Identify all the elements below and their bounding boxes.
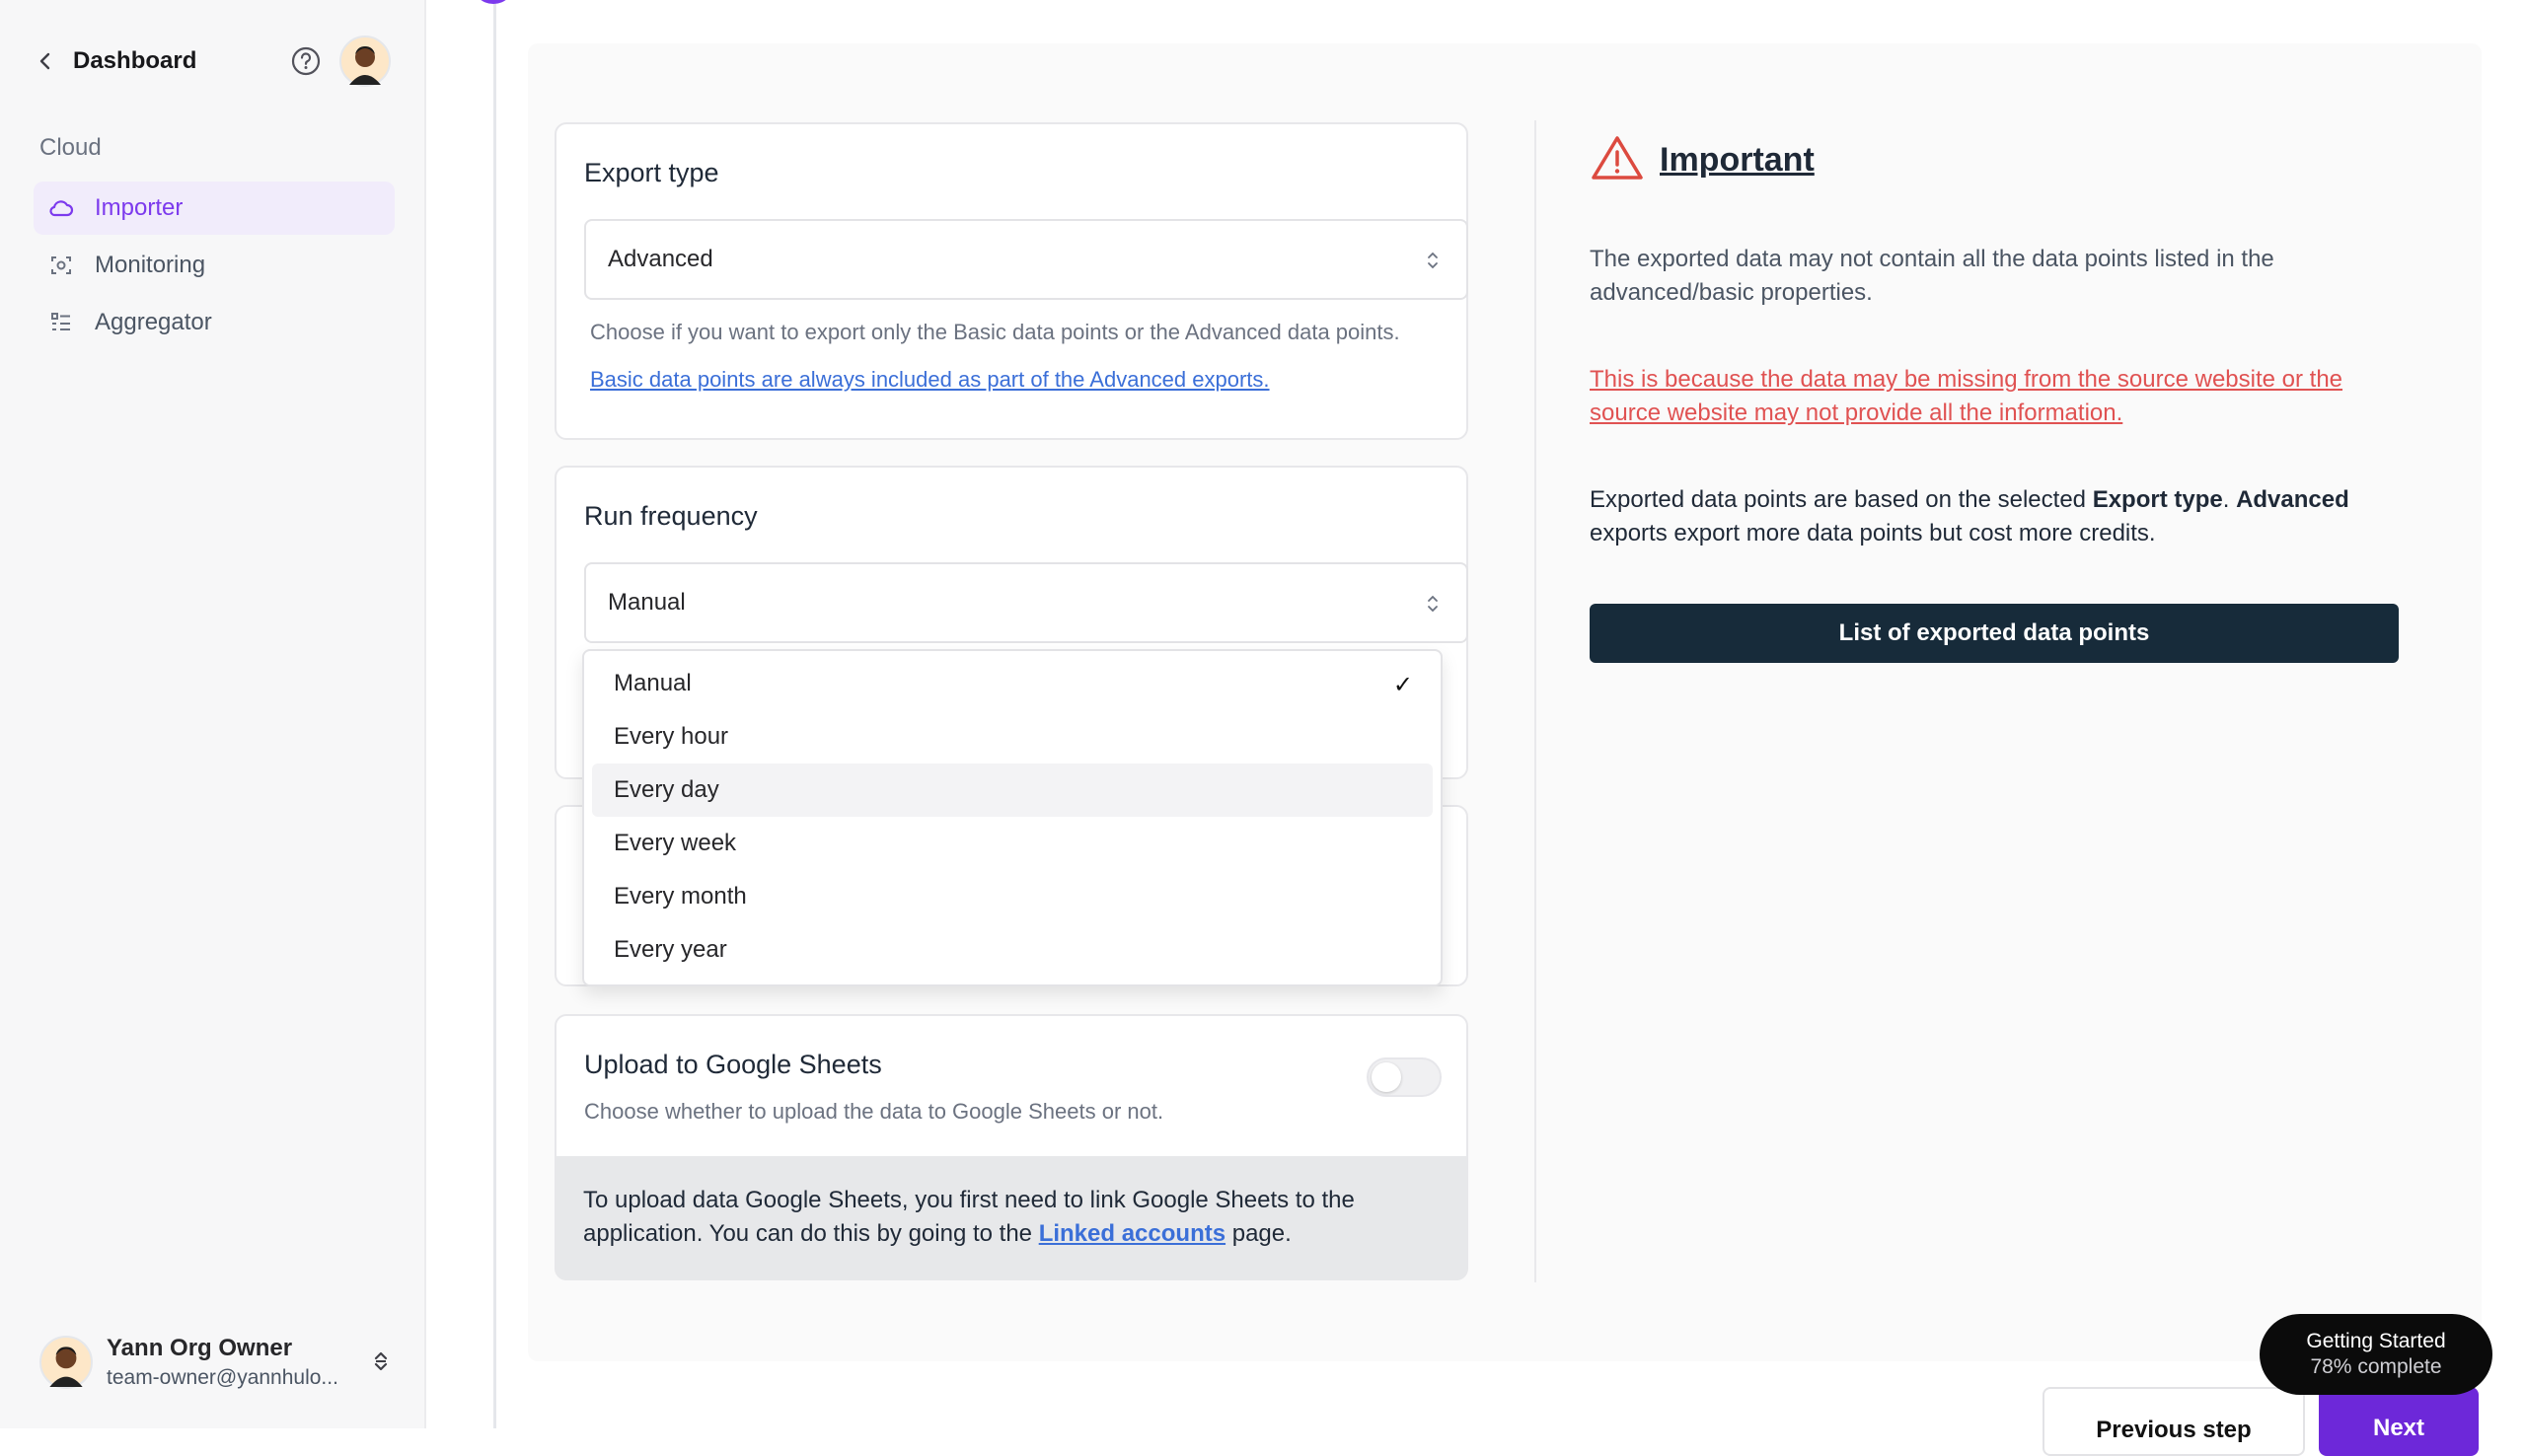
sidebar-item-label: Monitoring: [95, 252, 206, 278]
note-text: To upload data Google Sheets, you first need to link Google Sheets to the application. You can do this by going to the: [583, 1187, 1355, 1247]
chevron-up-down-icon: [1425, 249, 1441, 272]
warning-icon: [1591, 134, 1644, 186]
important-paragraph-1: The exported data may not contain all the data points listed in the advanced/basic properties.: [1590, 246, 2274, 306]
google-sheets-toggle[interactable]: [1367, 1057, 1442, 1097]
check-icon: ✓: [1392, 672, 1413, 698]
toggle-knob: [1372, 1062, 1401, 1092]
option-label: Every year: [614, 936, 727, 963]
export-type-help: Choose if you want to export only the Basic data points or the Advanced data points.: [590, 320, 1400, 344]
option-label: Every hour: [614, 723, 729, 750]
monitoring-icon: [47, 252, 75, 279]
list-exported-data-points-button[interactable]: List of exported data points: [1590, 604, 2399, 663]
option-every-year[interactable]: [592, 923, 1433, 977]
option-every-month[interactable]: [592, 870, 1433, 923]
text-bold: Export type: [2092, 486, 2223, 513]
sidebar-item-label: Importer: [95, 194, 184, 221]
sidebar-nav: [34, 182, 395, 353]
getting-started-label: Getting Started: [2306, 1330, 2446, 1352]
google-sheets-help: Choose whether to upload the data to Google Sheets or not.: [584, 1099, 1164, 1124]
sidebar-item-importer[interactable]: [34, 182, 395, 235]
option-label: Every month: [614, 883, 747, 910]
stepper-line: [493, 0, 496, 1428]
export-type-select[interactable]: [584, 219, 1468, 300]
getting-started-widget[interactable]: [2260, 1314, 2492, 1395]
getting-started-progress: 78% complete: [2310, 1355, 2442, 1378]
run-frequency-dropdown: [582, 649, 1443, 986]
help-icon[interactable]: [288, 43, 324, 79]
list-icon: [47, 309, 75, 336]
note-text-end: page.: [1226, 1220, 1292, 1247]
next-button[interactable]: Next: [2319, 1387, 2479, 1456]
export-type-title: Export type: [584, 158, 719, 187]
text: Exported data points are based on the selected: [1590, 486, 2093, 513]
user-name: Yann Org Owner: [107, 1335, 293, 1361]
option-manual[interactable]: [592, 657, 1433, 710]
column-divider: [1534, 120, 1536, 1282]
important-paragraph-2: This is because the data may be missing from the source website or the source website may not provide all the information.: [1590, 366, 2343, 426]
sidebar-item-label: Aggregator: [95, 309, 212, 335]
advanced-exports-link[interactable]: Basic data points are always included as part of the Advanced exports.: [590, 367, 1270, 392]
dashboard-link[interactable]: Dashboard: [73, 47, 197, 74]
option-label: Every day: [614, 776, 719, 803]
run-frequency-title: Run frequency: [584, 501, 758, 531]
user-avatar: [39, 1336, 93, 1389]
sidebar-header: [36, 36, 393, 87]
sidebar-section-label: Cloud: [39, 134, 102, 161]
text: exports export more data points but cost more credits.: [1590, 520, 2156, 546]
chevron-up-down-icon[interactable]: [371, 1347, 395, 1375]
run-frequency-select[interactable]: [584, 562, 1468, 643]
sidebar-item-monitoring[interactable]: [34, 239, 395, 292]
avatar[interactable]: [339, 36, 391, 87]
export-type-card: [555, 122, 1468, 440]
text-bold: Advanced: [2236, 486, 2349, 513]
stepper-indicator: [472, 0, 515, 4]
option-label: Every week: [614, 830, 737, 856]
sidebar: [0, 0, 426, 1428]
important-paragraph-3: [1590, 483, 2409, 550]
chevron-left-icon[interactable]: [36, 51, 55, 71]
chevron-up-down-icon: [1425, 592, 1441, 616]
google-sheets-title: Upload to Google Sheets: [584, 1050, 882, 1079]
user-email: team-owner@yannhulo...: [107, 1366, 338, 1389]
export-type-value: Advanced: [608, 246, 713, 272]
linked-accounts-link[interactable]: Linked accounts: [1038, 1220, 1226, 1247]
google-sheets-note: [556, 1156, 1467, 1280]
sidebar-item-aggregator[interactable]: [34, 296, 395, 349]
important-title: Important: [1660, 141, 1815, 179]
user-menu[interactable]: [39, 1330, 395, 1395]
option-every-week[interactable]: [592, 817, 1433, 870]
cloud-icon: [47, 194, 75, 222]
previous-step-button[interactable]: Previous step: [2043, 1387, 2305, 1456]
option-every-hour[interactable]: [592, 710, 1433, 764]
important-header: [1591, 134, 1815, 186]
text: .: [2222, 486, 2237, 513]
run-frequency-value: Manual: [608, 589, 686, 616]
option-label: Manual: [614, 670, 692, 696]
option-every-day[interactable]: [592, 764, 1433, 817]
